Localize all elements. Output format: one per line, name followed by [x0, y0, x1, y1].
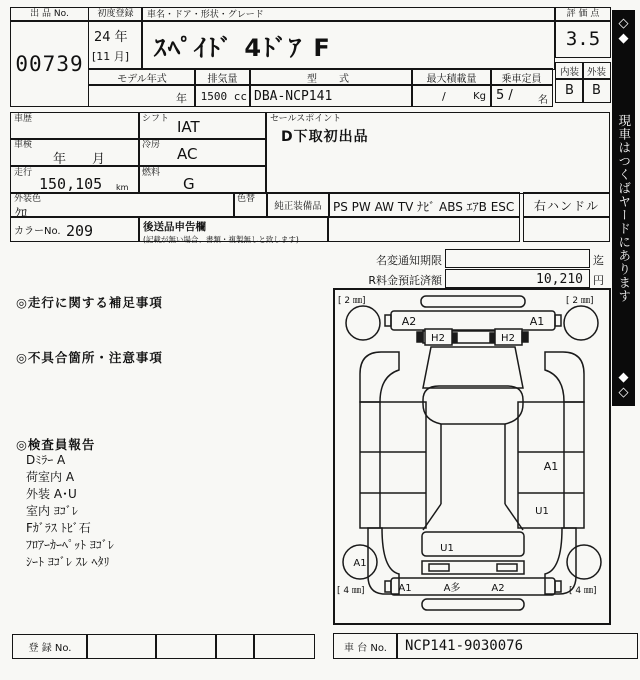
ac-box [138, 138, 266, 166]
banner-marks-bottom: ◆◇ [616, 370, 631, 400]
damage-right-arch: U1 [535, 506, 549, 517]
auction-no-label: 出 品 No. [30, 9, 69, 19]
tread-note-rear-left: [ 4 ㎜] [337, 586, 365, 596]
ac-value: AC [177, 145, 198, 163]
exterior-label: 外装 [586, 67, 606, 78]
max-load-value: / [442, 90, 446, 103]
exterior-color-box [10, 192, 235, 218]
car-unfolded-diagram [335, 290, 609, 623]
later-items-box [138, 216, 328, 242]
tire-front-left [346, 306, 380, 340]
damage-rear-tire: A1 [353, 558, 367, 569]
displacement-value: 1500 cc [200, 90, 247, 103]
interior-grade: B [565, 83, 574, 98]
color-no-label: カラーNo. [14, 226, 61, 237]
exterior-color-label: 外装色 [14, 194, 42, 204]
damage-headlight-right: H2 [501, 333, 515, 344]
score-box [555, 20, 611, 58]
fuel-label: 燃料 [142, 168, 161, 178]
registration-no-cell-3 [215, 634, 255, 659]
mileage-notes-heading: ◎走行に関する補足事項 [16, 295, 163, 310]
equipment-value: PS PW AW TV ﾅﾋﾞ ABS ｴｱB ESC [333, 200, 515, 214]
equipment-label-box [266, 192, 330, 218]
taillight-bar [422, 561, 524, 574]
damage-rear-bumper-left: A1 [398, 583, 412, 594]
mileage-unit: km [116, 183, 129, 192]
recycle-label: R料金預託済額 [368, 274, 442, 287]
first-registration-box [88, 20, 143, 70]
rear-strip [422, 599, 524, 610]
tread-note-rear-right: [ 4 ㎜] [569, 586, 597, 596]
inspector-report-list [26, 452, 114, 571]
banner-text: 現車はつくばヤードにあります [616, 113, 632, 303]
capacity-unit: 名 [538, 95, 548, 106]
color-no-box [10, 216, 140, 242]
inspector-item: 荷室内 A [26, 470, 75, 484]
later-items-label: 後送品申告欄 [143, 221, 206, 233]
car-name-box [141, 20, 555, 70]
tire-front-right [564, 306, 598, 340]
interior-label: 内装 [559, 67, 579, 78]
inspection-label: 車検 [14, 140, 33, 150]
registration-no-cell-1 [86, 634, 157, 659]
chassis-no-label: 車 台 No. [344, 642, 387, 654]
damage-right-quarter: A1 [543, 460, 559, 473]
color-change-box [233, 192, 268, 218]
name-change-unit: 迄 [593, 254, 604, 267]
inspector-item: ﾌﾛｱｰｶｰﾍﾟｯﾄ ﾖｺﾞﾚ [26, 538, 114, 552]
car-name-value: ｽﾍﾟｲﾄﾞ 4ﾄﾞｱ F [154, 33, 332, 62]
registration-no-label-box [12, 634, 88, 659]
model-year-value: 年 [176, 92, 187, 105]
later-items-note: (記載が無い場合、書類・複製無しと致します) [143, 235, 299, 244]
headlight-nub-right [490, 333, 494, 342]
max-load-label: 最大積載量 [426, 73, 477, 85]
exterior-grade-box [582, 78, 611, 103]
hood-strip [421, 296, 525, 307]
inspector-item: Fｶﾞﾗｽ ﾄﾋﾞ石 [26, 521, 91, 535]
side-panel-left [360, 402, 426, 528]
rear-bumper [391, 578, 555, 595]
shift-box [138, 112, 266, 140]
capacity-box [490, 84, 553, 107]
auction-no-box [10, 20, 89, 107]
damage-rear-hatch: U1 [440, 543, 454, 554]
damage-rear-bumper-right: A2 [491, 583, 505, 594]
chassis-no-value: NCP141-9030076 [405, 638, 524, 654]
damage-rear-bumper-center: A多 [443, 583, 461, 594]
front-bumper-tab-right [555, 315, 561, 326]
shift-value: IAT [177, 118, 200, 136]
color-no-value: 209 [66, 222, 94, 240]
model-code-box [249, 84, 413, 107]
mileage-value: 150,105 [39, 175, 103, 193]
fender-front-right [545, 352, 584, 402]
exterior-color-value: ｸﾛ [15, 206, 28, 220]
inspector-item: 外装 A･U [26, 487, 77, 501]
displacement-box [194, 84, 251, 107]
sales-point-label: セールスポイント [270, 114, 342, 124]
chassis-no-label-box [333, 633, 398, 659]
car-damage-diagram [333, 288, 611, 625]
tread-note-front-left: [ 2 ㎜] [338, 296, 366, 306]
model-year-box [88, 84, 196, 107]
color-change-label: 色替 [237, 194, 256, 204]
chassis-no-box [396, 633, 638, 659]
fender-front-left [360, 352, 399, 402]
name-change-input [445, 249, 590, 268]
taillight-right [497, 564, 517, 571]
model-year-label: モデル年式 [117, 73, 167, 85]
headlight-tab-left [417, 332, 423, 342]
max-load-unit: Kg [473, 91, 486, 102]
equipment-label: 純正装備品 [274, 201, 322, 212]
handle-value: 右ハンドル [533, 198, 599, 213]
interior-grade-box [555, 78, 584, 103]
inspection-box [10, 138, 140, 166]
first-registration-label: 初度登録 [97, 9, 134, 19]
history-box [10, 112, 140, 140]
auction-no-value: 00739 [15, 51, 84, 76]
inspector-heading: ◎検査員報告 [16, 437, 96, 452]
registration-no-label: 登 録 No. [28, 643, 72, 654]
handle-box [523, 192, 610, 218]
front-bumper-tab-left [385, 315, 391, 326]
windshield [423, 347, 523, 388]
rear-hatch [422, 532, 524, 556]
ac-label: 冷房 [142, 140, 161, 150]
location-banner [612, 10, 635, 406]
name-change-label: 名変通知期限 [376, 254, 442, 267]
fuel-value: G [183, 175, 195, 193]
model-code-label: 型 式 [307, 73, 355, 85]
fender-rear-left [368, 528, 399, 594]
mileage-box [10, 166, 140, 194]
rear-bumper-tab-right [555, 581, 561, 592]
rear-flare-right [505, 504, 523, 530]
roof [423, 386, 523, 424]
mileage-label: 走行 [14, 168, 33, 178]
registration-no-cell-4 [253, 634, 315, 659]
history-label: 車歴 [14, 114, 33, 124]
recycle-unit: 円 [593, 274, 604, 287]
displacement-label: 排気量 [207, 73, 238, 85]
car-name-label: 車名・ドア・形状・グレード [147, 10, 264, 20]
equipment-value-box [328, 192, 520, 218]
recycle-input [445, 269, 590, 288]
score-value: 3.5 [565, 28, 601, 50]
tire-rear-right [567, 545, 601, 579]
first-registration-year: 24 年 [94, 30, 128, 45]
registration-no-cell-2 [155, 634, 217, 659]
sales-point-box [266, 112, 610, 194]
max-load-box [411, 84, 492, 107]
defects-heading: ◎不具合箇所・注意事項 [16, 350, 163, 365]
rear-bumper-tab-left [385, 581, 391, 592]
tread-note-front-right: [ 2 ㎜] [566, 296, 594, 306]
inspection-value: 年 月 [53, 152, 106, 167]
inspector-item: Dﾐﾗｰ A [26, 453, 66, 467]
damage-front-bumper-right: A1 [529, 315, 545, 328]
shift-label: シフト [142, 114, 170, 124]
equipment-empty-box [328, 216, 520, 242]
damage-headlight-left: H2 [431, 333, 445, 344]
exterior-grade: B [592, 83, 601, 98]
inspector-item: 室内 ﾖｺﾞﾚ [26, 504, 78, 518]
score-label: 評 価 点 [566, 9, 600, 19]
sales-point-value: D下取初出品 [281, 129, 369, 145]
inspector-item: ｼｰﾄ ﾖｺﾞﾚ ｽﾚ ﾍﾀﾘ [26, 555, 110, 569]
first-registration-month: [11 月] [92, 50, 130, 63]
headlight-nub-left [453, 333, 457, 342]
taillight-left [429, 564, 449, 571]
model-code-value: DBA-NCP141 [254, 89, 333, 104]
capacity-label: 乗車定員 [501, 73, 542, 85]
capacity-value: 5 / [496, 88, 513, 103]
damage-front-bumper-left: A2 [401, 315, 417, 328]
headlight-tab-right [522, 332, 528, 342]
banner-marks-top: ◇◆ [616, 16, 631, 46]
fuel-box [138, 166, 266, 194]
recycle-value: 10,210 [536, 272, 583, 287]
handle-empty-box [523, 216, 610, 242]
